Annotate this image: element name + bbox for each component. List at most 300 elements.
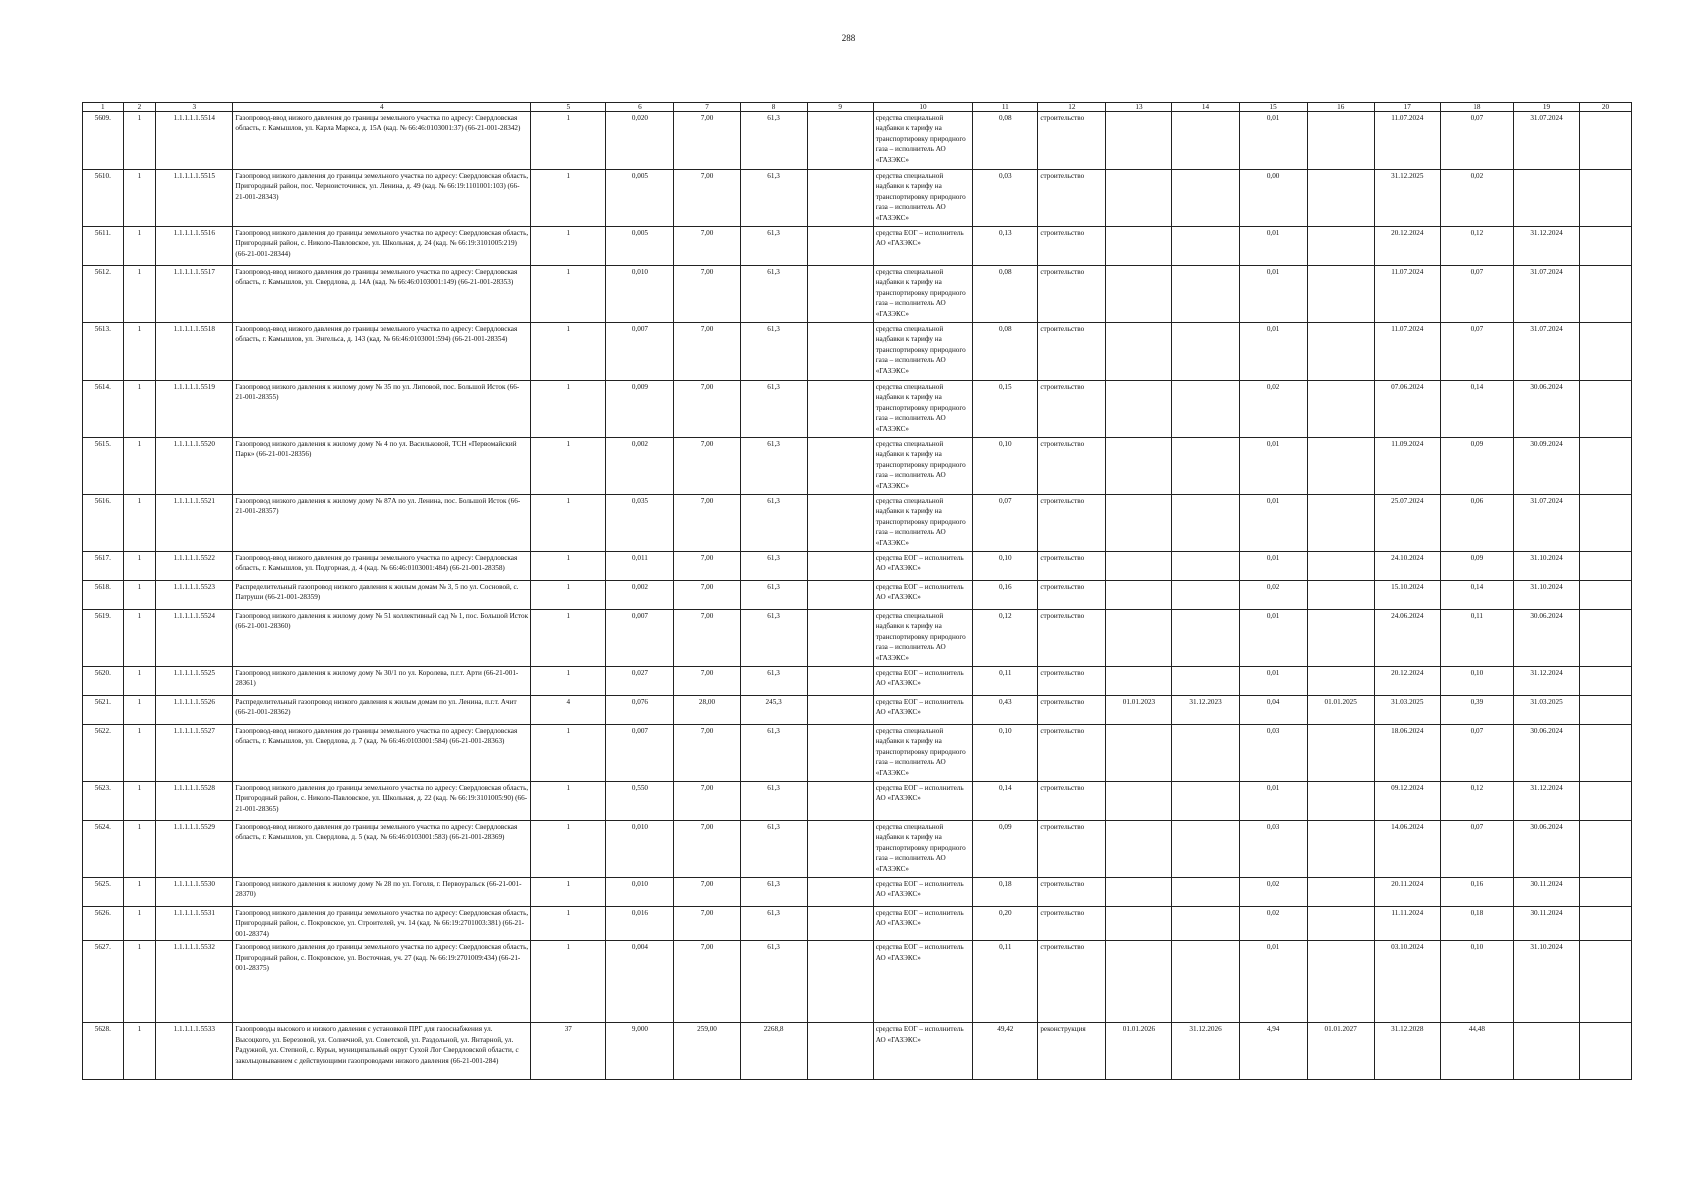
cell-length: 0,011 bbox=[606, 552, 674, 581]
cell-funding-source: средства ЕОГ – исполнитель АО «ГАЗЭКС» bbox=[873, 1023, 973, 1080]
cell-object-name: Газопровод-ввод низкого давления до границы земельного участка по адресу: Свердловская область, г. Камышлов, ул. Энгельса, д. 143 (кад. № 66:46:0103001:594) (66-21-001-28354) bbox=[233, 323, 531, 381]
header-row bbox=[83, 103, 1632, 112]
cell-col-7: 7,00 bbox=[674, 941, 740, 1023]
cell-col-20 bbox=[1580, 266, 1632, 323]
cell-end-date bbox=[1172, 381, 1239, 438]
table-row bbox=[83, 907, 1632, 941]
cell-funding-source: средства специальной надбавки к тарифу на транспортировку природного газа – исполнитель АО «ГАЗЭКС» bbox=[873, 381, 973, 438]
cell-work-type: строительство bbox=[1038, 610, 1106, 667]
cell-code: 1.1.1.1.1.5519 bbox=[156, 381, 233, 438]
cell-row-number: 5618. bbox=[83, 581, 124, 610]
column-header: 5 bbox=[531, 103, 606, 112]
cell-col-7: 7,00 bbox=[674, 552, 740, 581]
cell-work-type: строительство bbox=[1038, 381, 1106, 438]
cell-col-8: 61,3 bbox=[740, 112, 807, 170]
cell-col-8: 61,3 bbox=[740, 878, 807, 907]
cell-date-19: 31.10.2024 bbox=[1513, 581, 1579, 610]
cell-row-number: 5628. bbox=[83, 1023, 124, 1080]
cell-start-date bbox=[1106, 907, 1172, 941]
cell-end-date bbox=[1172, 112, 1239, 170]
cell-col-7: 7,00 bbox=[674, 323, 740, 381]
cell-col-9 bbox=[807, 170, 873, 227]
cell-col-7: 7,00 bbox=[674, 112, 740, 170]
cell-col-7: 7,00 bbox=[674, 725, 740, 782]
cell-col-8: 61,3 bbox=[740, 495, 807, 552]
cell-end-date bbox=[1172, 941, 1239, 1023]
cell-code: 1.1.1.1.1.5521 bbox=[156, 495, 233, 552]
cell-funding-source: средства ЕОГ – исполнитель АО «ГАЗЭКС» bbox=[873, 907, 973, 941]
cell-col-18: 0,07 bbox=[1440, 323, 1513, 381]
cell-cost: 0,03 bbox=[973, 170, 1038, 227]
column-header: 19 bbox=[1513, 103, 1579, 112]
cell-col-2: 1 bbox=[123, 725, 156, 782]
cell-col-15: 0,01 bbox=[1239, 112, 1307, 170]
cell-work-type: строительство bbox=[1038, 725, 1106, 782]
cell-col-7: 7,00 bbox=[674, 610, 740, 667]
cell-cost: 0,11 bbox=[973, 667, 1038, 696]
cell-col-15: 0,01 bbox=[1239, 667, 1307, 696]
cell-col-2: 1 bbox=[123, 581, 156, 610]
cell-col-8: 61,3 bbox=[740, 725, 807, 782]
cell-col-7: 28,00 bbox=[674, 696, 740, 725]
cell-start-date bbox=[1106, 821, 1172, 878]
cell-col-5: 1 bbox=[531, 227, 606, 266]
cell-col-18: 0,07 bbox=[1440, 112, 1513, 170]
column-header: 3 bbox=[156, 103, 233, 112]
cell-date-19: 30.06.2024 bbox=[1513, 725, 1579, 782]
cell-end-date bbox=[1172, 725, 1239, 782]
cell-work-type: строительство bbox=[1038, 878, 1106, 907]
cell-cost: 0,10 bbox=[973, 725, 1038, 782]
cell-length: 0,004 bbox=[606, 941, 674, 1023]
cell-col-5: 1 bbox=[531, 552, 606, 581]
cell-date-17: 31.12.2025 bbox=[1374, 170, 1440, 227]
cell-date-17: 11.11.2024 bbox=[1374, 907, 1440, 941]
table-row bbox=[83, 112, 1632, 170]
cell-start-date bbox=[1106, 941, 1172, 1023]
cell-date-19: 31.12.2024 bbox=[1513, 667, 1579, 696]
cell-col-2: 1 bbox=[123, 266, 156, 323]
cell-col-2: 1 bbox=[123, 495, 156, 552]
cell-col-8: 61,3 bbox=[740, 170, 807, 227]
cell-col-5: 1 bbox=[531, 667, 606, 696]
cell-col-15: 0,00 bbox=[1239, 170, 1307, 227]
cell-row-number: 5627. bbox=[83, 941, 124, 1023]
cell-length: 0,076 bbox=[606, 696, 674, 725]
cell-col-16 bbox=[1307, 667, 1374, 696]
column-header: 14 bbox=[1172, 103, 1239, 112]
cell-date-17: 11.07.2024 bbox=[1374, 112, 1440, 170]
table-row bbox=[83, 782, 1632, 821]
cell-date-17: 20.12.2024 bbox=[1374, 227, 1440, 266]
table-row bbox=[83, 266, 1632, 323]
cell-row-number: 5617. bbox=[83, 552, 124, 581]
cell-date-19: 30.06.2024 bbox=[1513, 610, 1579, 667]
cell-col-16 bbox=[1307, 782, 1374, 821]
cell-date-17: 15.10.2024 bbox=[1374, 581, 1440, 610]
column-header: 12 bbox=[1038, 103, 1106, 112]
cell-col-7: 7,00 bbox=[674, 782, 740, 821]
cell-date-19: 31.07.2024 bbox=[1513, 323, 1579, 381]
cell-col-8: 245,3 bbox=[740, 696, 807, 725]
cell-col-7: 7,00 bbox=[674, 821, 740, 878]
cell-col-9 bbox=[807, 495, 873, 552]
column-header: 2 bbox=[123, 103, 156, 112]
cell-date-19: 31.10.2024 bbox=[1513, 941, 1579, 1023]
cell-col-9 bbox=[807, 878, 873, 907]
cell-object-name: Газопровод низкого давления до границы земельного участка по адресу: Свердловская область, Пригородный район, с. Николо-Павловское, ул. Школьная, д. 22 (кад. № 66:19:3101005:90) (66-21-001-28365) bbox=[233, 782, 531, 821]
table-row bbox=[83, 381, 1632, 438]
cell-col-20 bbox=[1580, 552, 1632, 581]
cell-object-name: Газопровод низкого давления до границы земельного участка по адресу: Свердловская область, Пригородный район, с. Покровское, ул. Восточная, уч. 27 (кад. № 66:19:2701009:434) (66-21-001-28375) bbox=[233, 941, 531, 1023]
table-row bbox=[83, 581, 1632, 610]
table-row bbox=[83, 610, 1632, 667]
cell-col-20 bbox=[1580, 941, 1632, 1023]
column-header: 17 bbox=[1374, 103, 1440, 112]
cell-funding-source: средства специальной надбавки к тарифу на транспортировку природного газа – исполнитель АО «ГАЗЭКС» bbox=[873, 495, 973, 552]
cell-date-19: 30.06.2024 bbox=[1513, 381, 1579, 438]
cell-col-5: 1 bbox=[531, 170, 606, 227]
cell-col-2: 1 bbox=[123, 878, 156, 907]
cell-col-20 bbox=[1580, 696, 1632, 725]
column-header: 11 bbox=[973, 103, 1038, 112]
column-header: 7 bbox=[674, 103, 740, 112]
cell-col-20 bbox=[1580, 495, 1632, 552]
cell-funding-source: средства специальной надбавки к тарифу на транспортировку природного газа – исполнитель АО «ГАЗЭКС» bbox=[873, 725, 973, 782]
cell-end-date bbox=[1172, 907, 1239, 941]
cell-start-date bbox=[1106, 323, 1172, 381]
cell-work-type: строительство bbox=[1038, 941, 1106, 1023]
cell-col-2: 1 bbox=[123, 610, 156, 667]
cell-col-15: 0,02 bbox=[1239, 381, 1307, 438]
cell-date-19: 30.06.2024 bbox=[1513, 821, 1579, 878]
table-row bbox=[83, 667, 1632, 696]
cell-col-9 bbox=[807, 266, 873, 323]
cell-cost: 0,16 bbox=[973, 581, 1038, 610]
cell-col-16 bbox=[1307, 552, 1374, 581]
column-header: 15 bbox=[1239, 103, 1307, 112]
cell-col-18: 0,09 bbox=[1440, 552, 1513, 581]
cell-code: 1.1.1.1.1.5530 bbox=[156, 878, 233, 907]
cell-funding-source: средства ЕОГ – исполнитель АО «ГАЗЭКС» bbox=[873, 782, 973, 821]
cell-date-17: 20.11.2024 bbox=[1374, 878, 1440, 907]
cell-work-type: строительство bbox=[1038, 667, 1106, 696]
cell-start-date: 01.01.2023 bbox=[1106, 696, 1172, 725]
cell-row-number: 5625. bbox=[83, 878, 124, 907]
cell-row-number: 5619. bbox=[83, 610, 124, 667]
cell-col-20 bbox=[1580, 667, 1632, 696]
cell-cost: 0,18 bbox=[973, 878, 1038, 907]
cell-length: 0,009 bbox=[606, 381, 674, 438]
cell-col-15: 4,94 bbox=[1239, 1023, 1307, 1080]
cell-funding-source: средства ЕОГ – исполнитель АО «ГАЗЭКС» bbox=[873, 667, 973, 696]
cell-cost: 0,15 bbox=[973, 381, 1038, 438]
cell-cost: 0,20 bbox=[973, 907, 1038, 941]
column-header: 9 bbox=[807, 103, 873, 112]
registry-table bbox=[82, 102, 1632, 1080]
cell-col-15: 0,01 bbox=[1239, 323, 1307, 381]
cell-work-type: строительство bbox=[1038, 552, 1106, 581]
cell-length: 0,007 bbox=[606, 725, 674, 782]
cell-col-5: 1 bbox=[531, 782, 606, 821]
column-header: 10 bbox=[873, 103, 973, 112]
cell-col-16 bbox=[1307, 581, 1374, 610]
cell-object-name: Газопровод низкого давления к жилому дому № 28 по ул. Гоголя, г. Первоуральск (66-21-001-28370) bbox=[233, 878, 531, 907]
cell-col-18: 0,16 bbox=[1440, 878, 1513, 907]
cell-col-8: 61,3 bbox=[740, 782, 807, 821]
cell-end-date bbox=[1172, 227, 1239, 266]
column-header: 6 bbox=[606, 103, 674, 112]
cell-col-20 bbox=[1580, 227, 1632, 266]
cell-cost: 0,08 bbox=[973, 323, 1038, 381]
table-row bbox=[83, 227, 1632, 266]
cell-code: 1.1.1.1.1.5524 bbox=[156, 610, 233, 667]
cell-col-8: 2268,8 bbox=[740, 1023, 807, 1080]
cell-col-8: 61,3 bbox=[740, 610, 807, 667]
cell-end-date bbox=[1172, 667, 1239, 696]
cell-length: 0,010 bbox=[606, 821, 674, 878]
cell-length: 0,016 bbox=[606, 907, 674, 941]
cell-date-19: 31.07.2024 bbox=[1513, 112, 1579, 170]
cell-col-8: 61,3 bbox=[740, 227, 807, 266]
cell-code: 1.1.1.1.1.5527 bbox=[156, 725, 233, 782]
cell-object-name: Газопровод низкого давления к жилому дому № 4 по ул. Васильковой, ТСН «Первомайский Парк» (66-21-001-28356) bbox=[233, 438, 531, 495]
cell-col-2: 1 bbox=[123, 112, 156, 170]
cell-col-5: 1 bbox=[531, 907, 606, 941]
cell-col-2: 1 bbox=[123, 381, 156, 438]
cell-funding-source: средства специальной надбавки к тарифу на транспортировку природного газа – исполнитель АО «ГАЗЭКС» bbox=[873, 170, 973, 227]
cell-date-17: 31.12.2028 bbox=[1374, 1023, 1440, 1080]
cell-end-date bbox=[1172, 495, 1239, 552]
cell-end-date bbox=[1172, 821, 1239, 878]
cell-cost: 0,11 bbox=[973, 941, 1038, 1023]
cell-date-19: 31.07.2024 bbox=[1513, 266, 1579, 323]
cell-col-16 bbox=[1307, 170, 1374, 227]
cell-length: 0,550 bbox=[606, 782, 674, 821]
column-header: 20 bbox=[1580, 103, 1632, 112]
cell-col-16 bbox=[1307, 112, 1374, 170]
cell-col-9 bbox=[807, 438, 873, 495]
cell-end-date: 31.12.2023 bbox=[1172, 696, 1239, 725]
cell-row-number: 5610. bbox=[83, 170, 124, 227]
cell-length: 0,002 bbox=[606, 438, 674, 495]
table-row bbox=[83, 941, 1632, 1023]
cell-end-date bbox=[1172, 782, 1239, 821]
cell-cost: 0,12 bbox=[973, 610, 1038, 667]
cell-col-7: 7,00 bbox=[674, 438, 740, 495]
table-row bbox=[83, 821, 1632, 878]
cell-col-16 bbox=[1307, 907, 1374, 941]
cell-length: 0,010 bbox=[606, 878, 674, 907]
cell-col-18: 0,11 bbox=[1440, 610, 1513, 667]
cell-code: 1.1.1.1.1.5517 bbox=[156, 266, 233, 323]
cell-col-15: 0,01 bbox=[1239, 610, 1307, 667]
cell-col-7: 7,00 bbox=[674, 907, 740, 941]
cell-col-9 bbox=[807, 725, 873, 782]
cell-length: 9,000 bbox=[606, 1023, 674, 1080]
cell-end-date: 31.12.2026 bbox=[1172, 1023, 1239, 1080]
cell-object-name: Газопровод низкого давления до границы земельного участка по адресу: Свердловская область, Пригородный район, с. Покровское, ул. Строителей, уч. 14 (кад. № 66:19:2701003:381) (66-21-001-28374) bbox=[233, 907, 531, 941]
cell-col-16 bbox=[1307, 878, 1374, 907]
cell-col-20 bbox=[1580, 581, 1632, 610]
cell-object-name: Газопроводы высокого и низкого давления с установкой ПРГ для газоснабжения ул. Высоцкого, ул. Березовой, ул. Солнечной, ул. Советской, ул. Раздольной, ул. Янтарной, ул. Радужной, ул. Степной, с. Курьи, муниципальный округ Сухой Лог Свердловской области, с закольцовыванием с действующими газопроводами низкого давления (66-21-001-284) bbox=[233, 1023, 531, 1080]
cell-col-18: 0,14 bbox=[1440, 381, 1513, 438]
cell-date-17: 20.12.2024 bbox=[1374, 667, 1440, 696]
cell-row-number: 5621. bbox=[83, 696, 124, 725]
cell-col-8: 61,3 bbox=[740, 266, 807, 323]
cell-funding-source: средства ЕОГ – исполнитель АО «ГАЗЭКС» bbox=[873, 581, 973, 610]
table-row bbox=[83, 878, 1632, 907]
cell-col-15: 0,02 bbox=[1239, 907, 1307, 941]
cell-length: 0,007 bbox=[606, 323, 674, 381]
cell-col-20 bbox=[1580, 323, 1632, 381]
cell-col-2: 1 bbox=[123, 907, 156, 941]
cell-date-17: 18.06.2024 bbox=[1374, 725, 1440, 782]
cell-object-name: Газопровод низкого давления к жилому дому № 30/1 по ул. Королева, п.г.т. Арти (66-21-001-28361) bbox=[233, 667, 531, 696]
cell-code: 1.1.1.1.1.5525 bbox=[156, 667, 233, 696]
cell-end-date bbox=[1172, 552, 1239, 581]
cell-col-5: 1 bbox=[531, 941, 606, 1023]
table-row bbox=[83, 1023, 1632, 1080]
cell-object-name: Газопровод низкого давления к жилому дому № 87А по ул. Ленина, пос. Большой Исток (66-21-001-28357) bbox=[233, 495, 531, 552]
cell-date-19: 31.12.2024 bbox=[1513, 227, 1579, 266]
cell-col-18: 0,10 bbox=[1440, 941, 1513, 1023]
cell-date-17: 03.10.2024 bbox=[1374, 941, 1440, 1023]
cell-row-number: 5615. bbox=[83, 438, 124, 495]
table-row bbox=[83, 725, 1632, 782]
cell-cost: 0,08 bbox=[973, 266, 1038, 323]
cell-col-15: 0,01 bbox=[1239, 552, 1307, 581]
cell-code: 1.1.1.1.1.5514 bbox=[156, 112, 233, 170]
cell-cost: 0,10 bbox=[973, 438, 1038, 495]
column-header: 4 bbox=[233, 103, 531, 112]
cell-code: 1.1.1.1.1.5531 bbox=[156, 907, 233, 941]
cell-date-17: 11.07.2024 bbox=[1374, 266, 1440, 323]
cell-col-16 bbox=[1307, 438, 1374, 495]
cell-work-type: строительство bbox=[1038, 227, 1106, 266]
cell-col-5: 1 bbox=[531, 581, 606, 610]
cell-row-number: 5613. bbox=[83, 323, 124, 381]
cell-date-19: 31.12.2024 bbox=[1513, 782, 1579, 821]
cell-col-8: 61,3 bbox=[740, 552, 807, 581]
cell-col-2: 1 bbox=[123, 696, 156, 725]
cell-start-date bbox=[1106, 381, 1172, 438]
cell-length: 0,035 bbox=[606, 495, 674, 552]
cell-col-2: 1 bbox=[123, 438, 156, 495]
cell-col-2: 1 bbox=[123, 552, 156, 581]
cell-col-7: 7,00 bbox=[674, 266, 740, 323]
cell-col-2: 1 bbox=[123, 941, 156, 1023]
cell-col-15: 0,01 bbox=[1239, 266, 1307, 323]
cell-funding-source: средства специальной надбавки к тарифу на транспортировку природного газа – исполнитель АО «ГАЗЭКС» bbox=[873, 821, 973, 878]
cell-funding-source: средства ЕОГ – исполнитель АО «ГАЗЭКС» bbox=[873, 227, 973, 266]
cell-col-15: 0,01 bbox=[1239, 782, 1307, 821]
cell-col-2: 1 bbox=[123, 323, 156, 381]
cell-col-18: 44,48 bbox=[1440, 1023, 1513, 1080]
cell-col-8: 61,3 bbox=[740, 438, 807, 495]
cell-length: 0,020 bbox=[606, 112, 674, 170]
table-row bbox=[83, 552, 1632, 581]
cell-funding-source: средства специальной надбавки к тарифу на транспортировку природного газа – исполнитель АО «ГАЗЭКС» bbox=[873, 610, 973, 667]
cell-col-9 bbox=[807, 1023, 873, 1080]
cell-start-date bbox=[1106, 667, 1172, 696]
cell-col-9 bbox=[807, 227, 873, 266]
cell-object-name: Распределительный газопровод низкого давления к жилым домам № 3, 5 по ул. Сосновой, с. Патруши (66-21-001-28359) bbox=[233, 581, 531, 610]
cell-col-16 bbox=[1307, 495, 1374, 552]
cell-length: 0,010 bbox=[606, 266, 674, 323]
cell-funding-source: средства ЕОГ – исполнитель АО «ГАЗЭКС» bbox=[873, 552, 973, 581]
cell-col-15: 0,02 bbox=[1239, 878, 1307, 907]
cell-row-number: 5622. bbox=[83, 725, 124, 782]
cell-start-date bbox=[1106, 552, 1172, 581]
cell-funding-source: средства ЕОГ – исполнитель АО «ГАЗЭКС» bbox=[873, 941, 973, 1023]
cell-code: 1.1.1.1.1.5523 bbox=[156, 581, 233, 610]
cell-col-8: 61,3 bbox=[740, 581, 807, 610]
cell-col-18: 0,12 bbox=[1440, 782, 1513, 821]
cell-col-2: 1 bbox=[123, 227, 156, 266]
cell-col-15: 0,04 bbox=[1239, 696, 1307, 725]
cell-date-19: 30.09.2024 bbox=[1513, 438, 1579, 495]
cell-col-15: 0,01 bbox=[1239, 941, 1307, 1023]
cell-col-20 bbox=[1580, 112, 1632, 170]
cell-col-5: 1 bbox=[531, 725, 606, 782]
cell-col-18: 0,14 bbox=[1440, 581, 1513, 610]
cell-date-19 bbox=[1513, 1023, 1579, 1080]
column-header: 8 bbox=[740, 103, 807, 112]
cell-date-17: 25.07.2024 bbox=[1374, 495, 1440, 552]
cell-col-8: 61,3 bbox=[740, 323, 807, 381]
cell-col-5: 1 bbox=[531, 878, 606, 907]
cell-col-8: 61,3 bbox=[740, 821, 807, 878]
table-row bbox=[83, 438, 1632, 495]
cell-row-number: 5624. bbox=[83, 821, 124, 878]
cell-col-20 bbox=[1580, 821, 1632, 878]
cell-col-20 bbox=[1580, 878, 1632, 907]
cell-code: 1.1.1.1.1.5528 bbox=[156, 782, 233, 821]
table-body bbox=[83, 112, 1632, 1080]
cell-col-15: 0,01 bbox=[1239, 227, 1307, 266]
cell-col-15: 0,03 bbox=[1239, 725, 1307, 782]
cell-end-date bbox=[1172, 266, 1239, 323]
cell-col-8: 61,3 bbox=[740, 941, 807, 1023]
cell-funding-source: средства специальной надбавки к тарифу на транспортировку природного газа – исполнитель АО «ГАЗЭКС» bbox=[873, 323, 973, 381]
cell-col-9 bbox=[807, 552, 873, 581]
cell-col-20 bbox=[1580, 438, 1632, 495]
cell-object-name: Газопровод-ввод низкого давления до границы земельного участка по адресу: Свердловская область, г. Камышлов, ул. Свердлова, д. 7 (кад. № 66:46:0103001:584) (66-21-001-28363) bbox=[233, 725, 531, 782]
cell-col-20 bbox=[1580, 782, 1632, 821]
cell-date-19: 31.03.2025 bbox=[1513, 696, 1579, 725]
cell-work-type: строительство bbox=[1038, 112, 1106, 170]
cell-work-type: строительство bbox=[1038, 907, 1106, 941]
cell-funding-source: средства ЕОГ – исполнитель АО «ГАЗЭКС» bbox=[873, 878, 973, 907]
cell-start-date bbox=[1106, 782, 1172, 821]
cell-col-2: 1 bbox=[123, 1023, 156, 1080]
cell-object-name: Газопровод-ввод низкого давления до границы земельного участка по адресу: Свердловская область, г. Камышлов, ул. Подгорная, д. 4 (кад. № 66:46:0103001:484) (66-21-001-28358) bbox=[233, 552, 531, 581]
cell-col-7: 7,00 bbox=[674, 878, 740, 907]
cell-object-name: Газопровод низкого давления к жилому дому № 51 коллективный сад № 1, пос. Большой Исток (66-21-001-28360) bbox=[233, 610, 531, 667]
cell-col-20 bbox=[1580, 610, 1632, 667]
page-number: 288 bbox=[841, 33, 856, 43]
cell-work-type: строительство bbox=[1038, 438, 1106, 495]
cell-date-17: 24.10.2024 bbox=[1374, 552, 1440, 581]
cell-col-7: 7,00 bbox=[674, 227, 740, 266]
cell-cost: 0,43 bbox=[973, 696, 1038, 725]
cell-funding-source: средства специальной надбавки к тарифу на транспортировку природного газа – исполнитель АО «ГАЗЭКС» bbox=[873, 112, 973, 170]
cell-code: 1.1.1.1.1.5533 bbox=[156, 1023, 233, 1080]
cell-start-date bbox=[1106, 227, 1172, 266]
table-header bbox=[83, 103, 1632, 112]
cell-length: 0,005 bbox=[606, 170, 674, 227]
